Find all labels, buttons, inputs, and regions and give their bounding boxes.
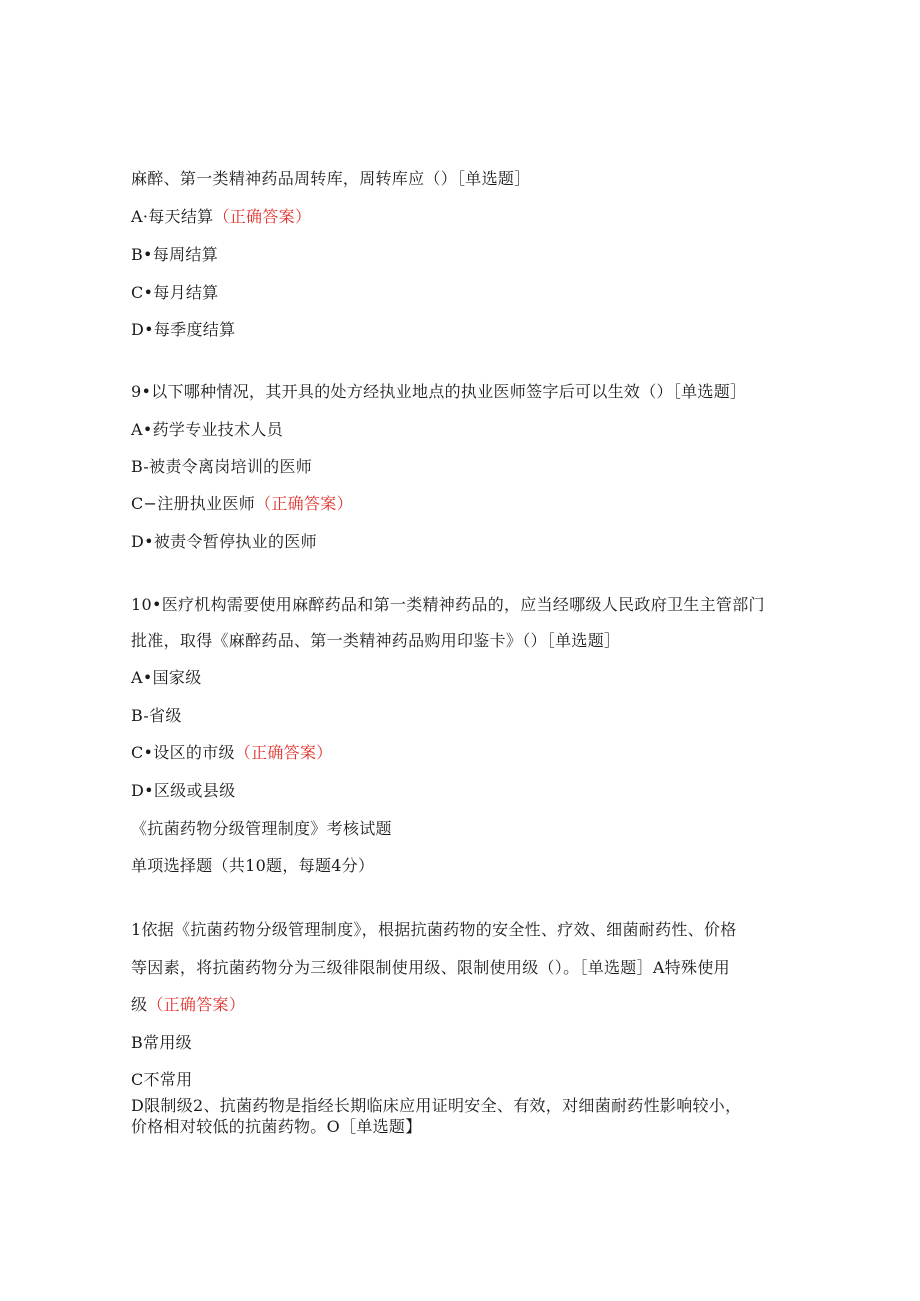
s1-option-c: C不常用 (131, 1070, 193, 1089)
q8-option-d: D•每季度结算 (131, 320, 236, 339)
q9-option-a: A•药学专业技术人员 (131, 420, 283, 439)
section-title: 《抗菌药物分级管理制度》考核试题 (131, 819, 392, 838)
s1-stem-line2: 等因素，将抗菌药物分为三级徘限制使用级、限制使用级（）。［单选题］A特殊使用 (131, 958, 730, 977)
option-label: 级 (131, 995, 148, 1014)
s1-option-d-line1: D限制级2、抗菌药物是指经长期临床应用证明安全、有效，对细菌耐药性影响较小， (131, 1096, 742, 1115)
q8-option-a (131, 207, 311, 227)
question-8-stem: 麻醉、第一类精神药品周转库，周转库应（）［单选题］ (131, 169, 531, 188)
q9-option-b: B-被责令离岗培训的医师 (131, 457, 313, 476)
s1-stem-line3 (131, 995, 245, 1015)
q10-option-b: B-省级 (131, 706, 182, 725)
s1-option-d-line2: 价格相对较低的抗菌药物。O［单选题】 (131, 1117, 422, 1136)
q9-option-c (131, 494, 353, 514)
q10-option-d: D•区级或县级 (131, 781, 236, 800)
q9-option-d: D•被责令暂停执业的医师 (131, 532, 317, 551)
option-label: C−注册执业医师 (131, 494, 256, 513)
correct-answer-mark: （正确答案） (213, 207, 312, 226)
s1-stem-line1: 1依据《抗菌药物分级管理制度》，根据抗菌药物的安全性、疗效、细菌耐药性、价格 (131, 920, 737, 939)
correct-answer-mark: （正确答案） (255, 494, 353, 513)
correct-answer-mark: （正确答案） (147, 995, 246, 1014)
q10-option-c (131, 743, 333, 763)
q8-option-c: C•每月结算 (131, 283, 219, 302)
correct-answer-mark: （正确答案） (234, 743, 333, 762)
question-9-stem: 9•以下哪种情况，其开具的处方经执业地点的执业医师签字后可以生效（）［单选题］ (131, 382, 747, 401)
s1-option-b: B常用级 (131, 1033, 192, 1052)
question-10-stem-line2: 批准，取得《麻醉药品、第一类精神药品购用印鉴卡》（）［单选题］ (131, 631, 621, 650)
option-label: A·每天结算 (131, 207, 214, 226)
question-10-stem-line1: 10•医疗机构需要使用麻醉药品和第一类精神药品的，应当经哪级人民政府卫生主管部门 (131, 595, 765, 614)
option-label: C•设区的市级 (131, 743, 235, 762)
q8-option-b: B•每周结算 (131, 245, 218, 264)
q10-option-a: A•国家级 (131, 668, 202, 687)
section-subtitle: 单项选择题（共10题，每题4分） (131, 856, 375, 875)
